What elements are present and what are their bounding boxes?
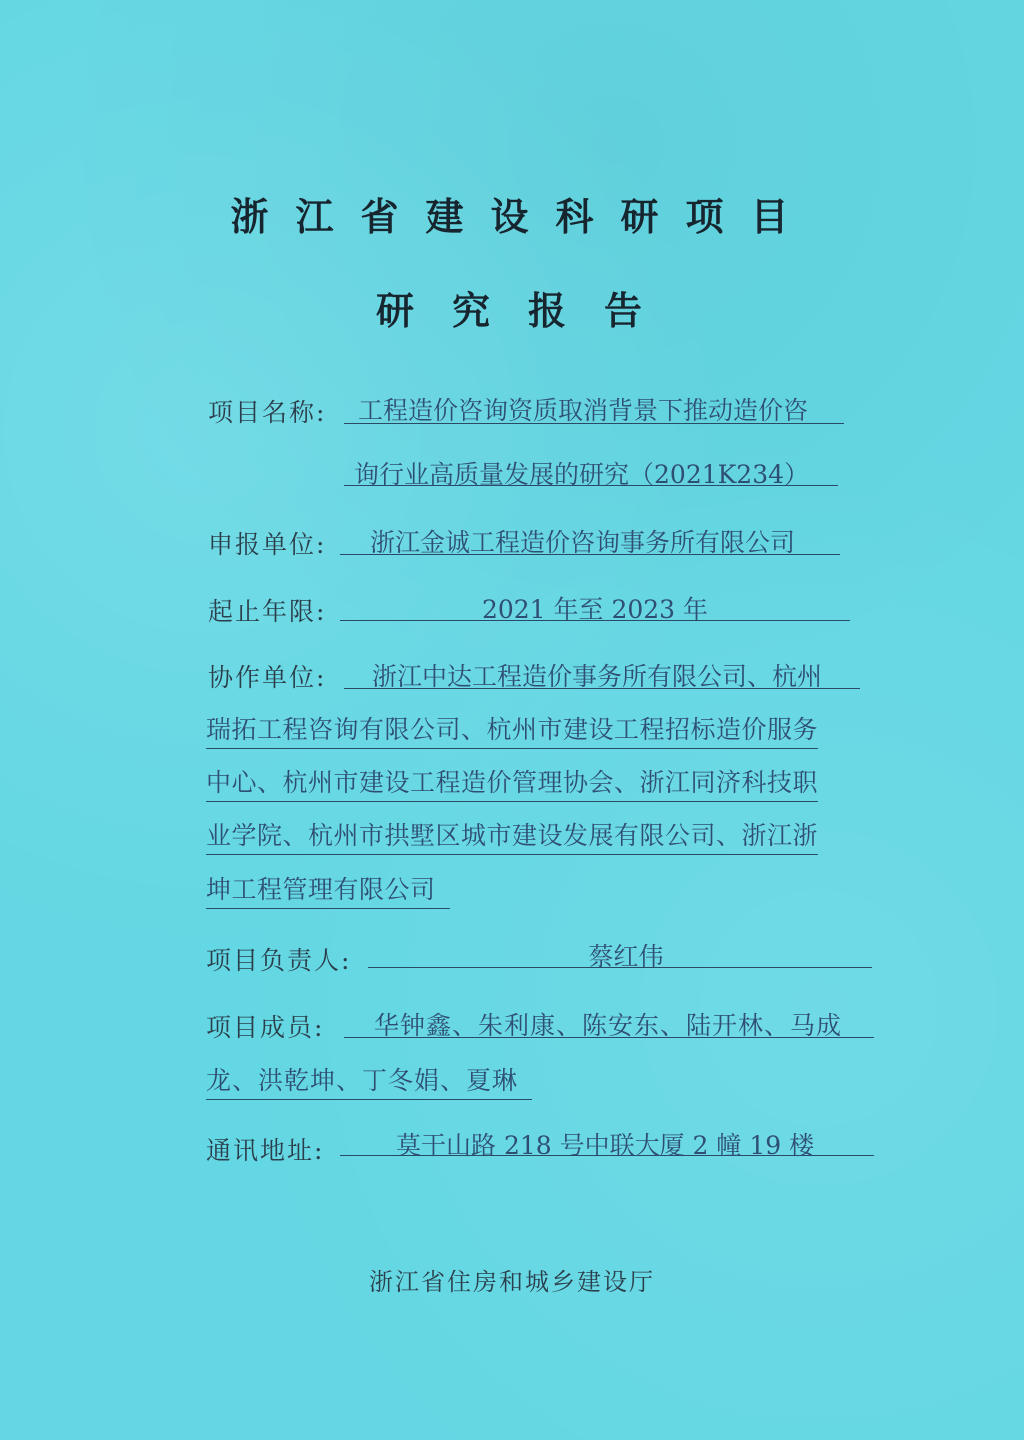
- leader-label: 项目负责人:: [206, 946, 352, 975]
- members-line1: 华钟鑫、朱利康、陈安东、陆开林、马成: [374, 1011, 843, 1040]
- cover-title-line2: 研究报告: [375, 289, 680, 333]
- cover-title-line1: 浙江省建设科研项目: [230, 195, 816, 239]
- issuing-authority: 浙江省住房和城乡建设厅: [369, 1268, 655, 1296]
- cooperators-line3: 中心、杭州市建设工程造价管理协会、浙江同济科技职: [206, 763, 818, 802]
- project-name-line1: 工程造价咨询资质取消背景下推动造价咨: [358, 396, 809, 425]
- cooperators-line4: 业学院、杭州市拱墅区城市建设发展有限公司、浙江浙: [206, 816, 818, 855]
- period-value: 2021 年至 2023 年: [481, 595, 709, 624]
- project-name-line2: 询行业高质量发展的研究（2021K234）: [354, 460, 810, 489]
- cooperators-line1: 浙江中达工程造价事务所有限公司、杭州: [372, 662, 823, 691]
- members-line2: 龙、洪乾坤、丁冬娟、夏琳: [206, 1061, 532, 1100]
- cooperators-line2: 瑞拓工程咨询有限公司、杭州市建设工程招标造价服务: [206, 710, 818, 749]
- project-name-label: 项目名称:: [208, 398, 327, 427]
- cooperators-label: 协作单位:: [208, 663, 327, 692]
- period-label: 起止年限:: [208, 597, 327, 626]
- address-label: 通讯地址:: [206, 1136, 325, 1165]
- leader-value: 蔡红伟: [588, 942, 664, 971]
- applicant-label: 申报单位:: [208, 530, 327, 559]
- cooperators-line5: 坤工程管理有限公司: [206, 870, 450, 909]
- applicant-value: 浙江金诚工程造价咨询事务所有限公司: [370, 528, 796, 557]
- members-label: 项目成员:: [206, 1013, 325, 1042]
- address-value: 莫干山路 218 号中联大厦 2 幢 19 楼: [396, 1131, 815, 1160]
